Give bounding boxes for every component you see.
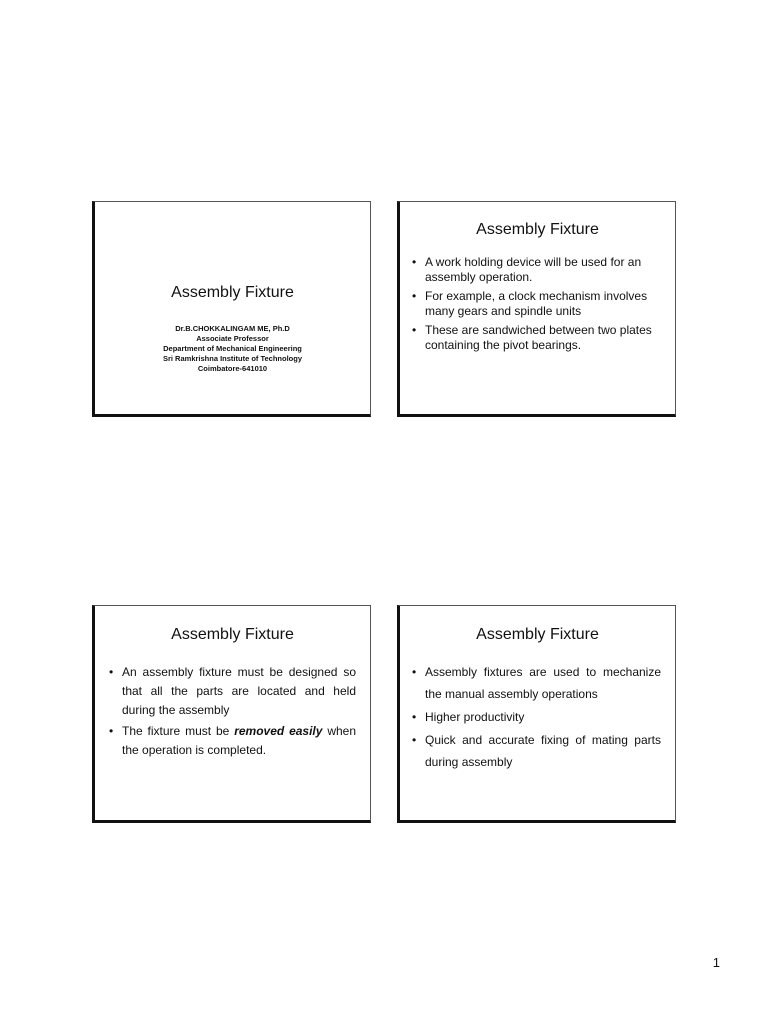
bullet-text: These are sandwiched between two plates containing the pivot bearings.: [425, 323, 652, 352]
page-number: 1: [712, 955, 720, 970]
slide-3: [92, 605, 371, 823]
slide-title: Assembly Fixture: [476, 626, 599, 643]
slide-title: Assembly Fixture: [476, 221, 599, 238]
author-block: [95, 324, 370, 374]
slide-title: Assembly Fixture: [171, 284, 294, 301]
author-name: Dr.B.CHOKKALINGAM ME, Ph.D: [175, 324, 290, 333]
bullet-emphasis: removed easily: [234, 724, 323, 738]
list-item: [412, 706, 661, 728]
author-institute: Sri Ramkrishna Institute of Technology: [162, 354, 303, 363]
author-position: Associate Professor: [196, 334, 269, 343]
bullet-icon: •: [412, 323, 417, 337]
list-item: [109, 663, 356, 720]
bullet-list: [109, 663, 356, 760]
list-item: [412, 323, 661, 353]
author-department: Department of Mechanical Engineering: [163, 344, 302, 353]
slide-title: Assembly Fixture: [171, 626, 294, 643]
author-location: Coimbatore-641010: [197, 364, 268, 373]
list-item: [109, 722, 356, 760]
bullet-text: Assembly fixtures are used to mechanize the manual assembly operations: [425, 665, 661, 701]
list-item: [412, 729, 661, 773]
bullet-text-after: when the operation is completed.: [122, 724, 357, 757]
bullet-icon: •: [412, 289, 417, 303]
bullet-text-before: The fixture must be: [122, 724, 235, 738]
bullet-icon: •: [412, 665, 417, 679]
bullet-text: Higher productivity: [425, 710, 525, 724]
bullet-icon: •: [109, 665, 114, 679]
bullet-icon: •: [412, 733, 417, 747]
bullet-icon: •: [412, 255, 417, 269]
list-item: [412, 289, 661, 319]
slide-2: [397, 201, 676, 417]
bullet-list: [412, 255, 661, 357]
slide-4: [397, 605, 676, 823]
bullet-text: For example, a clock mechanism involves many gears and spindle units: [425, 289, 648, 318]
bullet-text: An assembly fixture must be designed so that all the parts are located and held during the assembly: [122, 665, 356, 717]
list-item: [412, 661, 661, 705]
list-item: [412, 255, 661, 285]
bullet-icon: •: [412, 710, 417, 724]
bullet-text: Quick and accurate fixing of mating parts during assembly: [425, 733, 661, 769]
bullet-text: A work holding device will be used for an assembly operation.: [425, 255, 642, 284]
bullet-icon: •: [109, 724, 114, 738]
bullet-list: [412, 661, 661, 774]
slide-1: [92, 201, 371, 417]
